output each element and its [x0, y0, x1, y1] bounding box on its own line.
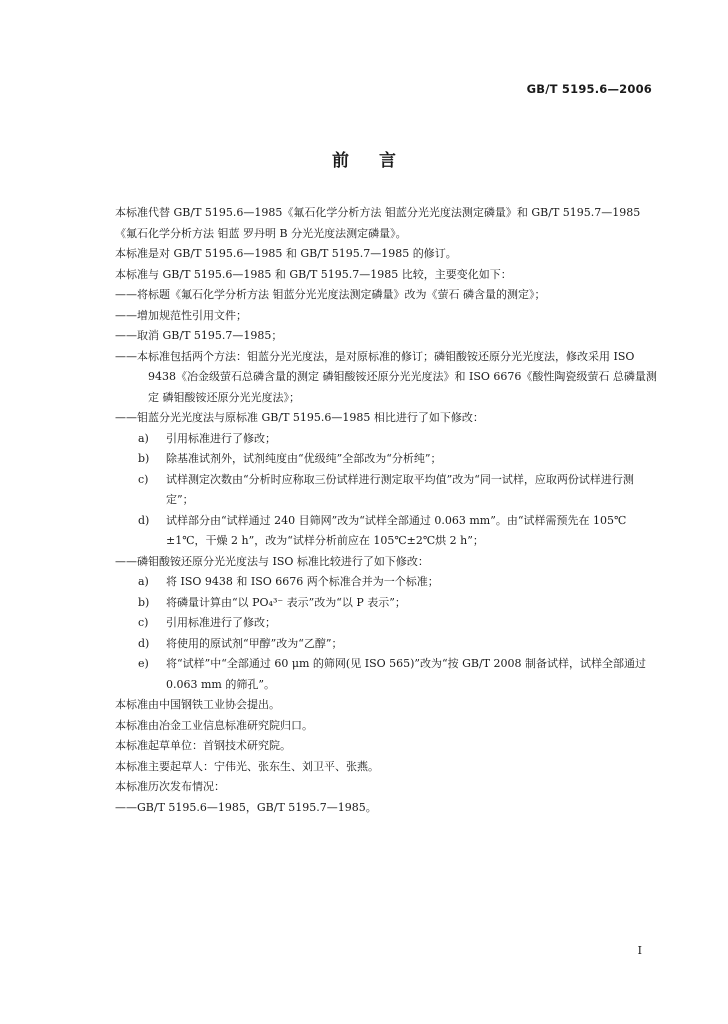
drafters: 本标准主要起草人：宁伟光、张东生、刘卫平、张燕。	[115, 759, 379, 773]
sub-item	[90, 593, 658, 614]
sub-item	[90, 572, 658, 593]
page-title: 前言	[332, 151, 426, 171]
sub-item	[90, 470, 658, 511]
sub-item-text: 将“试样”中“全部通过 60 μm 的筛网(见 ISO 565)”改为“按 GB/T 2008 制备试样，试样全部通过 0.063 mm 的筛孔”。	[166, 657, 647, 691]
change-item: ——将标题《氟石化学分析方法 钼蓝分光光度法测定磷量》改为《萤石 磷含量的测定》；	[115, 288, 546, 301]
sub-item-label: c)	[138, 472, 149, 486]
release-history-heading: 本标准历次发布情况：	[115, 780, 225, 793]
administered-by: 本标准由冶金工业信息标准研究院归口。	[115, 718, 313, 732]
intro-revision: 本标准是对 GB/T 5195.6—1985 和 GB/T 5195.7—1985 的修订。	[115, 247, 457, 260]
iso-compare-heading: ——磷钼酸铵还原分光光度法与 ISO 标准比较进行了如下修改：	[115, 554, 429, 568]
sub-item-label: a)	[138, 431, 149, 445]
standard-code: GB/T 5195.6—2006	[526, 82, 652, 96]
sub-item	[90, 613, 658, 634]
sub-item-label: d)	[138, 636, 150, 650]
change-item: ——取消 GB/T 5195.7—1985；	[115, 329, 283, 342]
page-number: I	[637, 944, 642, 957]
sub-item-label: d)	[138, 513, 150, 527]
change-item: ——本标准包括两个方法：钼蓝分光光度法，是对原标准的修订；磷钼酸铵还原分光光度法，修改采用 ISO 9438《冶金级萤石总磷含量的测定 磷钼酸铵还原分光光度法》和 ISO 6676《酸性陶瓷级萤石 总磷量测定 磷钼酸铵还原分光光度法》；	[115, 349, 657, 404]
sub-item	[90, 449, 658, 470]
sub-item	[90, 654, 658, 695]
sub-item-label: e)	[138, 657, 149, 670]
sub-item-label: c)	[138, 616, 149, 629]
sub-item-text: 除基准试剂外，试剂纯度由“优级纯”全部改为“分析纯”；	[166, 452, 442, 465]
intro-replaces: 本标准代替 GB/T 5195.6—1985《氟石化学分析方法 钼蓝分光光度法测定磷量》和 GB/T 5195.7—1985《氟石化学分析方法 钼蓝 罗丹明 B 分光光度法测定磷量》。	[115, 206, 641, 240]
sub-item	[90, 634, 658, 655]
sub-item-text: 将 ISO 9438 和 ISO 6676 两个标准合并为一个标准；	[166, 575, 439, 588]
foreword-body	[90, 203, 658, 818]
sub-item-text: 试样部分由“试样通过 240 目筛网”改为“试样全部通过 0.063 mm”。由“试样需预先在 105℃±1℃，干燥 2 h”，改为“试样分析前应在 105℃±2℃烘 2 h”；	[166, 513, 627, 547]
sub-item-text: 引用标准进行了修改；	[166, 431, 276, 445]
intro-changes-lead: 本标准与 GB/T 5195.6—1985 和 GB/T 5195.7—1985 比较，主要变化如下：	[115, 267, 512, 281]
change-item: ——增加规范性引用文件；	[115, 308, 247, 322]
proposed-by: 本标准由中国钢铁工业协会提出。	[115, 698, 280, 711]
drafting-unit: 本标准起草单位：首钢技术研究院。	[115, 739, 291, 752]
sub-item-text: 将使用的原试剂“甲醇”改为“乙醇”；	[166, 636, 343, 650]
release-history-item: ——GB/T 5195.6—1985，GB/T 5195.7—1985。	[115, 800, 377, 814]
sub-item	[90, 511, 658, 552]
sub-item-text: 引用标准进行了修改；	[166, 616, 276, 629]
sub-item-label: b)	[138, 595, 150, 609]
sub-item-text: 试样测定次数由“分析时应称取三份试样进行测定取平均值”改为“同一试样，应取两份试样进行测定”；	[166, 472, 634, 506]
change-item: ——钼蓝分光光度法与原标准 GB/T 5195.6—1985 相比进行了如下修改：	[115, 411, 484, 424]
sub-item-text: 将磷量计算由“以 PO₄³⁻ 表示”改为“以 P 表示”；	[166, 595, 406, 609]
sub-item-label: a)	[138, 575, 149, 588]
sub-item-label: b)	[138, 452, 150, 465]
sub-item	[90, 429, 658, 450]
